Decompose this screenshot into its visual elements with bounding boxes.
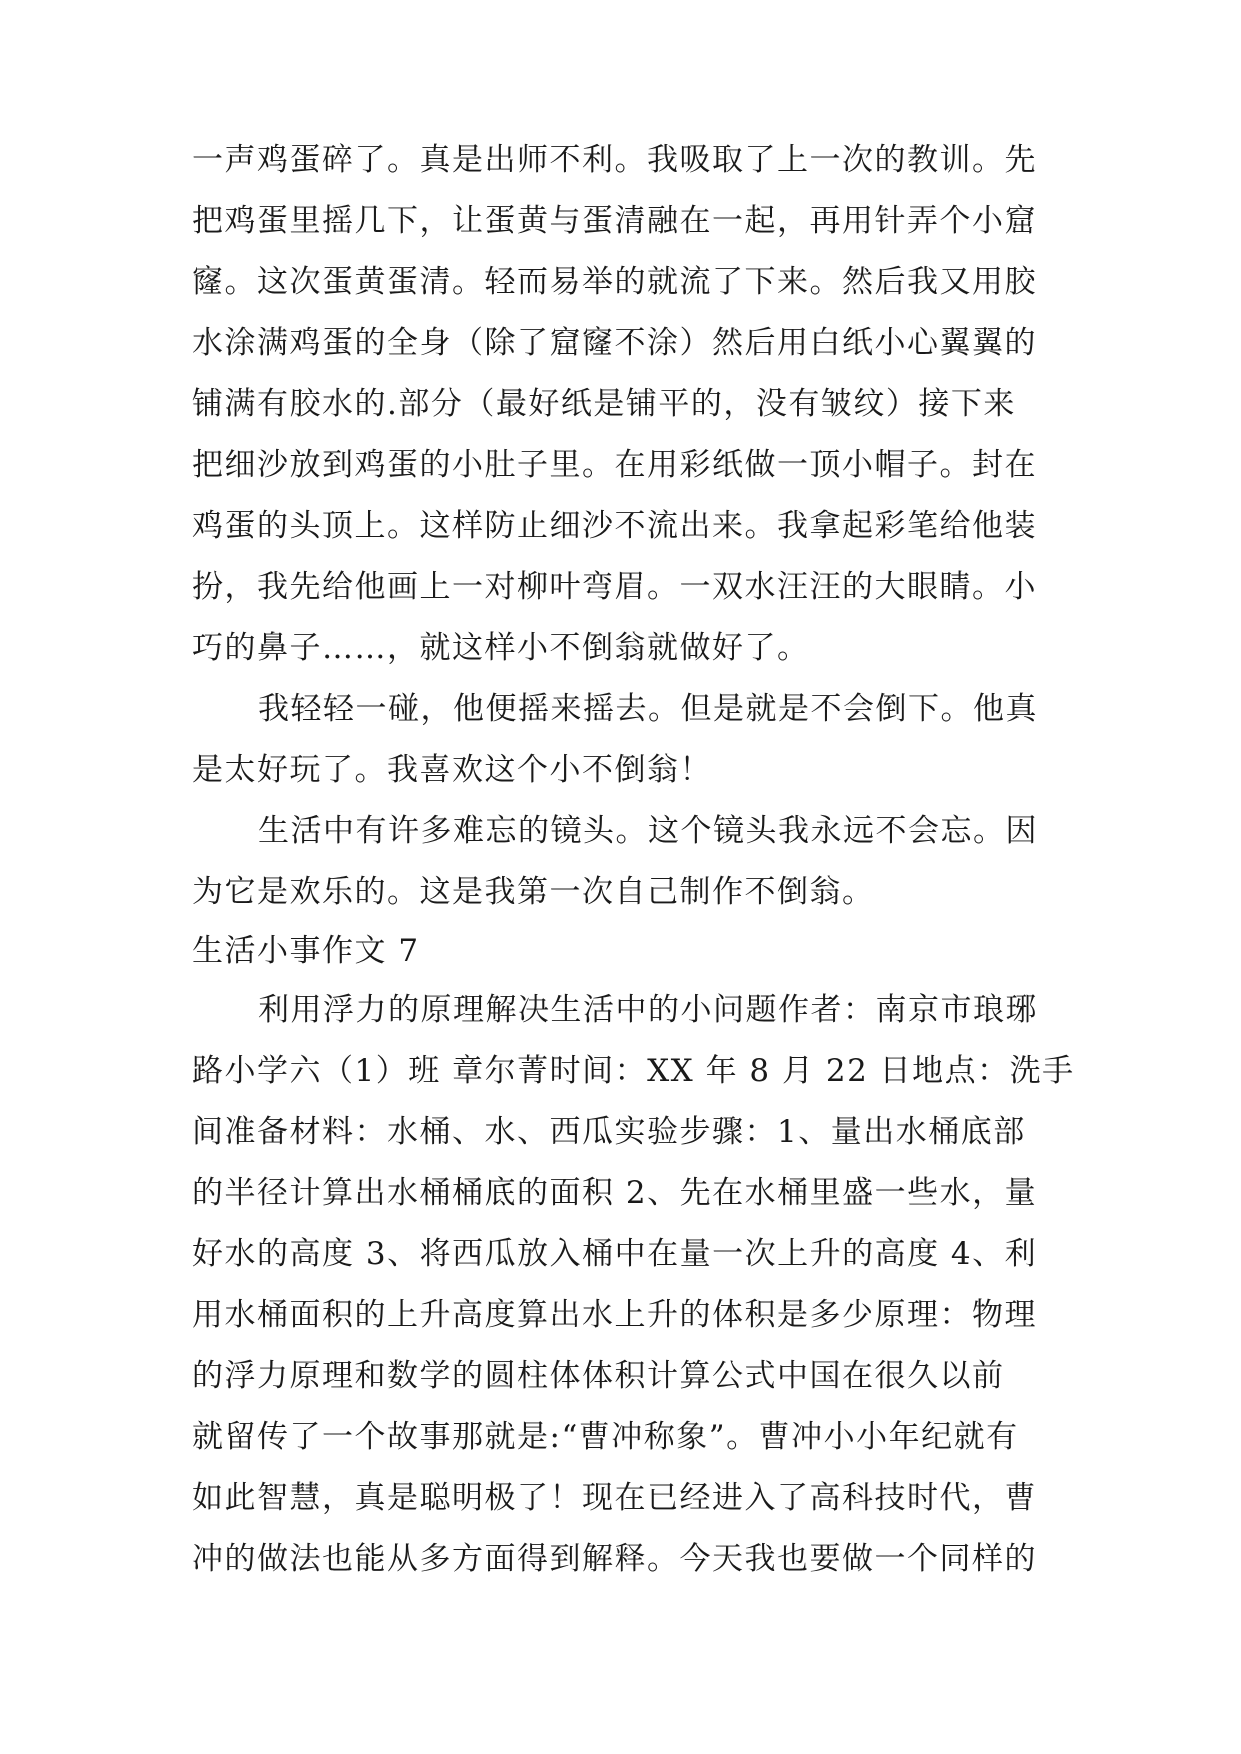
text-line: 把鸡蛋里摇几下，让蛋黄与蛋清融在一起，再用针弄个小窟 <box>192 203 1037 239</box>
text-line: 冲的做法也能从多方面得到解释。今天我也要做一个同样的 <box>192 1541 1037 1577</box>
text-line: 的浮力原理和数学的圆柱体体积计算公式中国在很久以前 <box>192 1358 1005 1394</box>
text-line: 窿。这次蛋黄蛋清。轻而易举的就流了下来。然后我又用胶 <box>192 264 1037 300</box>
text-line: 好水的高度 3、将西瓜放入桶中在量一次上升的高度 4、利 <box>192 1236 1038 1272</box>
text-line: 为它是欢乐的。这是我第一次自己制作不倒翁。 <box>192 874 875 910</box>
text-line: 如此智慧，真是聪明极了！现在已经进入了高科技时代，曹 <box>192 1480 1037 1516</box>
text-line: 铺满有胶水的.部分（最好纸是铺平的，没有皱纹）接下来 <box>192 386 1016 422</box>
text-line: 是太好玩了。我喜欢这个小不倒翁！ <box>192 752 712 788</box>
text-line: 就留传了一个故事那就是:“曹冲称象”。曹冲小小年纪就有 <box>192 1419 1019 1455</box>
paragraph-start-line: 利用浮力的原理解决生活中的小问题作者：南京市琅琊 <box>258 992 1038 1028</box>
paragraph-start-line: 生活中有许多难忘的镜头。这个镜头我永远不会忘。因 <box>258 813 1038 849</box>
document-body <box>192 130 1075 1590</box>
text-line: 扮，我先给他画上一对柳叶弯眉。一双水汪汪的大眼睛。小 <box>192 569 1037 605</box>
section-heading: 生活小事作文 7 <box>192 933 420 969</box>
text-line: 一声鸡蛋碎了。真是出师不利。我吸取了上一次的教训。先 <box>192 142 1037 178</box>
text-line: 用水桶面积的上升高度算出水上升的体积是多少原理：物理 <box>192 1297 1037 1333</box>
text-line: 水涂满鸡蛋的全身（除了窟窿不涂）然后用白纸小心翼翼的 <box>192 325 1037 361</box>
text-line: 间准备材料：水桶、水、西瓜实验步骤：1、量出水桶底部 <box>192 1114 1026 1150</box>
text-line: 鸡蛋的头顶上。这样防止细沙不流出来。我拿起彩笔给他装 <box>192 508 1037 544</box>
text-line: 巧的鼻子……，就这样小不倒翁就做好了。 <box>192 630 810 666</box>
text-line: 的半径计算出水桶桶底的面积 2、先在水桶里盛一些水，量 <box>192 1175 1038 1211</box>
paragraph-start-line: 我轻轻一碰，他便摇来摇去。但是就是不会倒下。他真 <box>258 691 1038 727</box>
text-line: 路小学六（1）班 章尔菁时间：XX 年 8 月 22 日地点：洗手 <box>192 1053 1075 1089</box>
text-line: 把细沙放到鸡蛋的小肚子里。在用彩纸做一顶小帽子。封在 <box>192 447 1037 483</box>
